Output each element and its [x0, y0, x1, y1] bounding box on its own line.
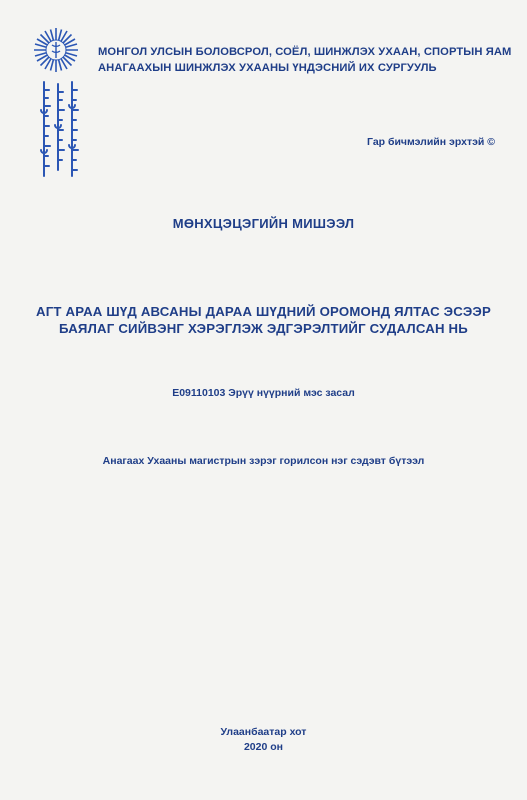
institution-header [98, 44, 518, 76]
specialty-code: E09110103 Эрүү нүүрний мэс засал [172, 387, 355, 399]
year: 2020 он [243, 741, 284, 753]
ministry-name: МОНГОЛ УЛСЫН БОЛОВСРОЛ, СОЁЛ, ШИНЖЛЭХ УХААН, СПОРТЫН ЯАМ [98, 46, 512, 58]
degree-statement: Анагаах Ухааны магистрын зэрэг горилсон нэг сэдэвт бүтээл [102, 455, 425, 467]
university-logo-icon [32, 26, 80, 74]
university-name: АНАГААХЫН ШИНЖЛЭХ УХААНЫ ҮНДЭСНИЙ ИХ СУРГУУЛЬ [98, 62, 437, 74]
author-name: МӨНХЦЭЦЭГИЙН МИШЭЭЛ [172, 216, 355, 231]
place-and-year [0, 725, 527, 755]
thesis-title-line-2: БАЯЛАГ СИЙВЭНГ ХЭРЭГЛЭЖ ЭДГЭРЭЛТИЙГ СУДАЛСАН НЬ [59, 321, 468, 336]
copyright-notice: Гар бичмэлийн эрхтэй © [367, 136, 495, 148]
mongolian-script-seal [36, 80, 82, 180]
thesis-title-line-1: АГТ АРАА ШҮД АВСАНЫ ДАРАА ШҮДНИЙ ОРОМОНД ЯЛТАС ЭСЭЭР [36, 304, 491, 319]
city: Улаанбаатар хот [220, 726, 307, 738]
thesis-title [0, 303, 527, 337]
